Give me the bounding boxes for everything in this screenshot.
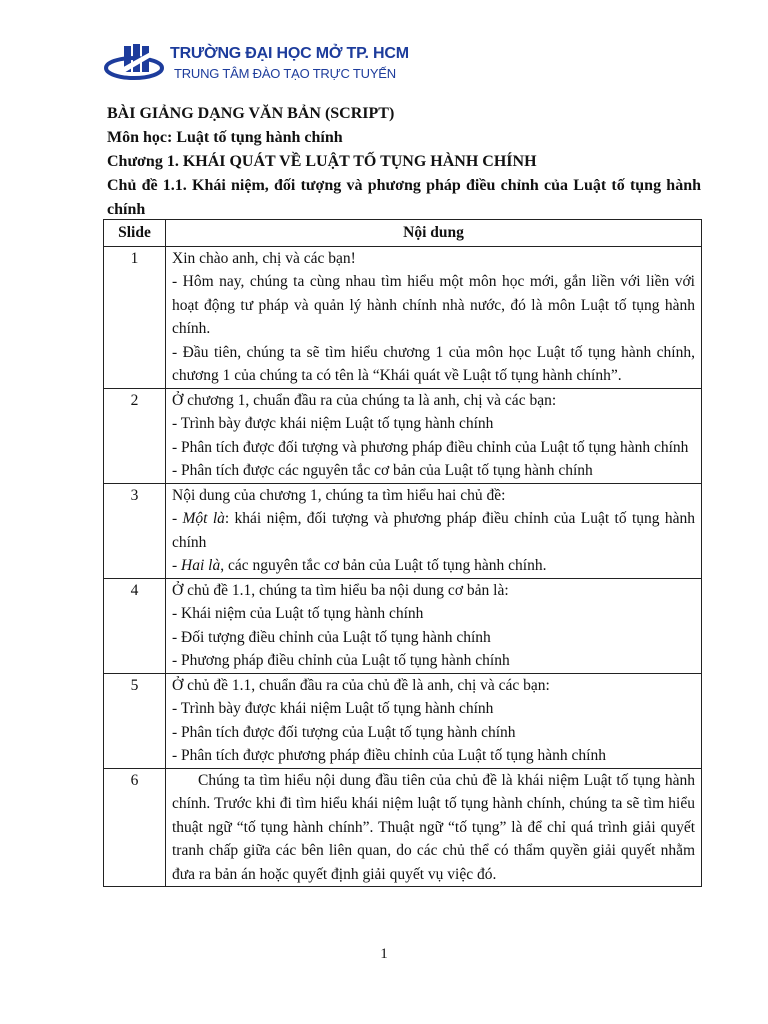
slide-content — [166, 483, 702, 578]
item-text: : khái niệm, đối tượng và phương pháp điều chỉnh của Luật tố tụng hành chính — [172, 510, 695, 551]
content-line: - Đầu tiên, chúng ta sẽ tìm hiểu chương 1 của môn học Luật tố tụng hành chính, chương 1 của chúng ta có tên là “Khái quát về Luật tố tụng hành chính”. — [172, 343, 695, 384]
slide-number: 6 — [104, 768, 166, 887]
content-line: - Phương pháp điều chỉnh của Luật tố tụng hành chính — [172, 652, 510, 669]
content-line: - Phân tích được đối tượng của Luật tố tụng hành chính — [172, 723, 516, 741]
content-line: - Phân tích được phương pháp điều chỉnh của Luật tố tụng hành chính — [172, 747, 606, 764]
page-number: 1 — [380, 946, 388, 962]
table-row — [104, 578, 702, 673]
content-line: - Hôm nay, chúng ta cùng nhau tìm hiểu một môn học mới, gắn liền với liền với hoạt động tư pháp và quản lý hành chính nhà nước, đó là môn Luật tố tụng hành chính. — [172, 273, 695, 337]
content-line: - Khái niệm của Luật tố tụng hành chính — [172, 605, 424, 622]
emphasis-text: Hai là — [181, 557, 221, 574]
content-line: Ở chủ đề 1.1, chúng ta tìm hiểu ba nội dung cơ bản là: — [172, 581, 509, 599]
table-row — [104, 388, 702, 483]
slide-content — [166, 768, 702, 887]
slide-number: 3 — [104, 483, 166, 578]
slide-column-header: Slide — [104, 220, 166, 247]
university-emblem-icon — [104, 40, 168, 88]
slide-number: 1 — [104, 246, 166, 388]
slide-number: 4 — [104, 578, 166, 673]
item-text: , các nguyên tắc cơ bản của Luật tố tụng hành chính. — [220, 557, 547, 574]
content-line: Xin chào anh, chị và các bạn! — [172, 249, 356, 267]
content-line: Nội dung của chương 1, chúng ta tìm hiểu hai chủ đề: — [172, 486, 506, 504]
slide-number: 5 — [104, 673, 166, 768]
table-row — [104, 673, 702, 768]
table-row — [104, 246, 702, 388]
item-prefix: - — [172, 557, 182, 574]
content-line: - Đối tượng điều chỉnh của Luật tố tụng hành chính — [172, 628, 491, 646]
content-line: Chúng ta tìm hiểu nội dung đầu tiên của chủ đề là khái niệm Luật tố tụng hành chính. Trước khi đi tìm hiểu khái niệm luật tố tụng hành chính, chúng ta sẽ tìm hiểu thuật ngữ “tố tụng hành chính”. Thuật ngữ “tố tụng” là để chỉ quá trình giải quyết tranh chấp giữa các bên liên quan, do các chủ thể có thẩm quyền giải quyết nhằm đưa ra bản án hoặc quyết định giải quyết vụ việc đó. — [172, 771, 695, 883]
content-line: - Phân tích được các nguyên tắc cơ bản của Luật tố tụng hành chính — [172, 462, 593, 479]
slide-content — [166, 673, 702, 768]
university-logo — [104, 40, 409, 88]
table-header-row — [104, 220, 702, 247]
content-line: - Trình bày được khái niệm Luật tố tụng hành chính — [172, 700, 494, 717]
content-column-header: Nội dung — [166, 220, 702, 247]
logo-center-name: TRUNG TÂM ĐÀO TẠO TRỰC TUYẾN — [174, 66, 396, 81]
slide-content — [166, 246, 702, 388]
logo-university-name: TRƯỜNG ĐẠI HỌC MỞ TP. HCM — [170, 45, 409, 62]
content-line — [172, 507, 695, 554]
subject-title: Môn học: Luật tố tụng hành chính — [107, 129, 343, 146]
item-prefix: - — [172, 510, 183, 527]
slide-number: 2 — [104, 388, 166, 483]
chapter-title: Chương 1. KHÁI QUÁT VỀ LUẬT TỐ TỤNG HÀNH CHÍNH — [107, 153, 537, 170]
table-row — [104, 768, 702, 887]
script-table — [103, 219, 702, 887]
table-row — [104, 483, 702, 578]
content-line — [172, 554, 695, 578]
slide-content — [166, 388, 702, 483]
document-title: BÀI GIẢNG DẠNG VĂN BẢN (SCRIPT) — [107, 105, 395, 122]
content-line: - Trình bày được khái niệm Luật tố tụng hành chính — [172, 415, 494, 432]
slide-content — [166, 578, 702, 673]
content-line: Ở chương 1, chuẩn đầu ra của chúng ta là anh, chị và các bạn: — [172, 391, 557, 409]
content-line: Ở chủ đề 1.1, chuẩn đầu ra của chủ đề là anh, chị và các bạn: — [172, 676, 550, 694]
document-headings — [107, 102, 701, 222]
emphasis-text: Một là — [182, 510, 225, 527]
topic-title: Chủ đề 1.1. Khái niệm, đối tượng và phương pháp điều chỉnh của Luật tố tụng hành chính — [107, 177, 701, 218]
content-line: - Phân tích được đối tượng và phương pháp điều chỉnh của Luật tố tụng hành chính — [172, 438, 689, 456]
